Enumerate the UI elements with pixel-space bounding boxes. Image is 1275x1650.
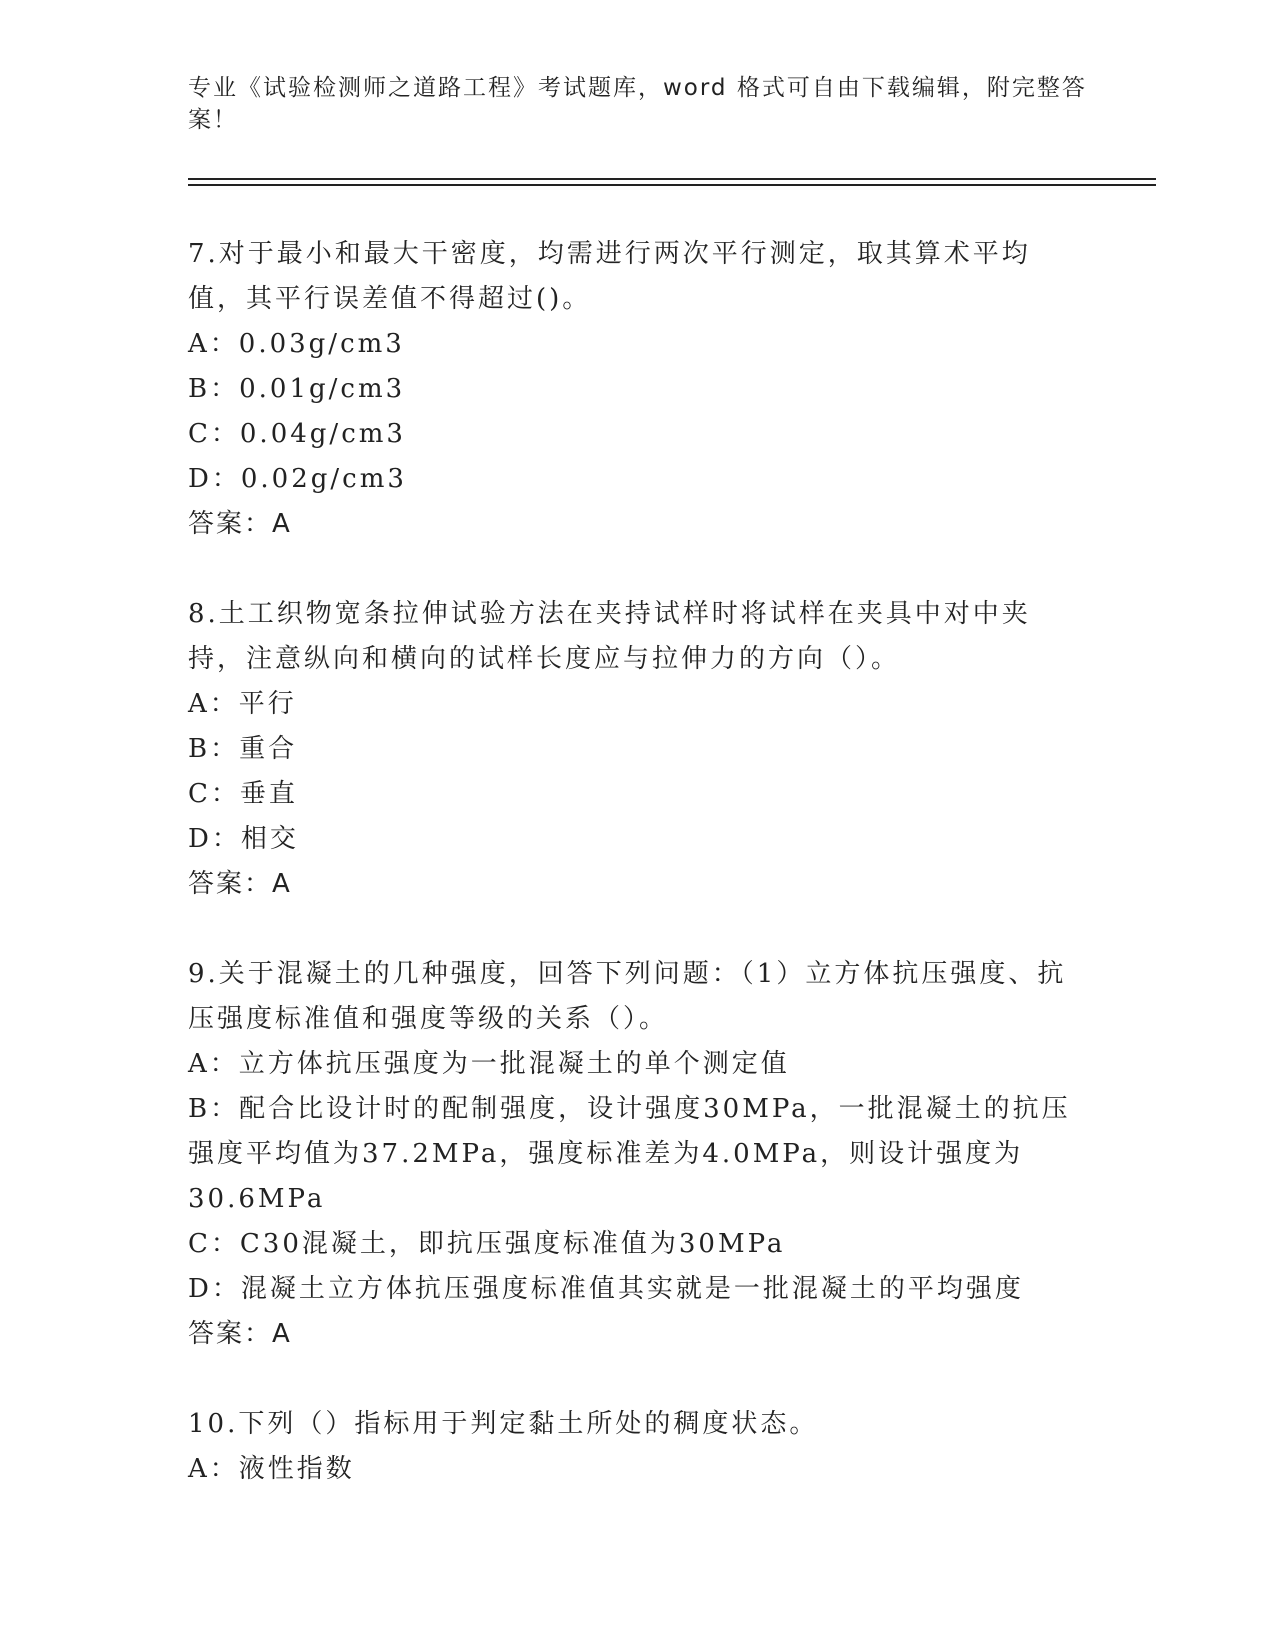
option-a: A：0.03g/cm3 [188, 329, 405, 359]
option-d: D：相交 [188, 824, 299, 854]
question-7 [188, 232, 1088, 547]
option-c: C：C30混凝土，即抗压强度标准值为30MPa [188, 1229, 786, 1259]
option-a: A：平行 [188, 689, 297, 719]
question-list [188, 232, 1088, 1537]
option-b: B：配合比设计时的配制强度，设计强度30MPa，一批混凝土的抗压强度平均值为37.2MPa，强度标准差为4.0MPa，则设计强度为30.6MPa [188, 1094, 1071, 1214]
answer-line: 答案：A [188, 509, 292, 539]
option-b: B：0.01g/cm3 [188, 374, 406, 404]
option-a: A：液性指数 [188, 1454, 355, 1484]
question-text: 10.下列（）指标用于判定黏土所处的稠度状态。 [188, 1409, 819, 1439]
question-text: 8.土工织物宽条拉伸试验方法在夹持试样时将试样在夹具中对中夹持，注意纵向和横向的试样长度应与拉伸力的方向（）。 [188, 599, 1031, 674]
question-10 [188, 1402, 1088, 1492]
question-text: 9.关于混凝土的几种强度，回答下列问题：（1）立方体抗压强度、抗压强度标准值和强度等级的关系（）。 [188, 959, 1067, 1034]
option-a: A：立方体抗压强度为一批混凝土的单个测定值 [188, 1049, 790, 1079]
answer-line: 答案：A [188, 1319, 292, 1349]
header-divider-top [188, 178, 1156, 180]
question-text: 7.对于最小和最大干密度，均需进行两次平行测定，取其算术平均值，其平行误差值不得超过()。 [188, 239, 1031, 314]
option-c: C：0.04g/cm3 [188, 419, 406, 449]
option-d: D：0.02g/cm3 [188, 464, 407, 494]
option-b: B：重合 [188, 734, 298, 764]
option-c: C：垂直 [188, 779, 298, 809]
header-divider-bottom [188, 184, 1156, 186]
option-d: D：混凝土立方体抗压强度标准值其实就是一批混凝土的平均强度 [188, 1274, 1024, 1304]
answer-line: 答案：A [188, 869, 292, 899]
question-9 [188, 952, 1088, 1357]
document-header: 专业《试验检测师之道路工程》考试题库，word 格式可自由下载编辑，附完整答案！ [188, 75, 1087, 133]
question-8 [188, 592, 1088, 907]
